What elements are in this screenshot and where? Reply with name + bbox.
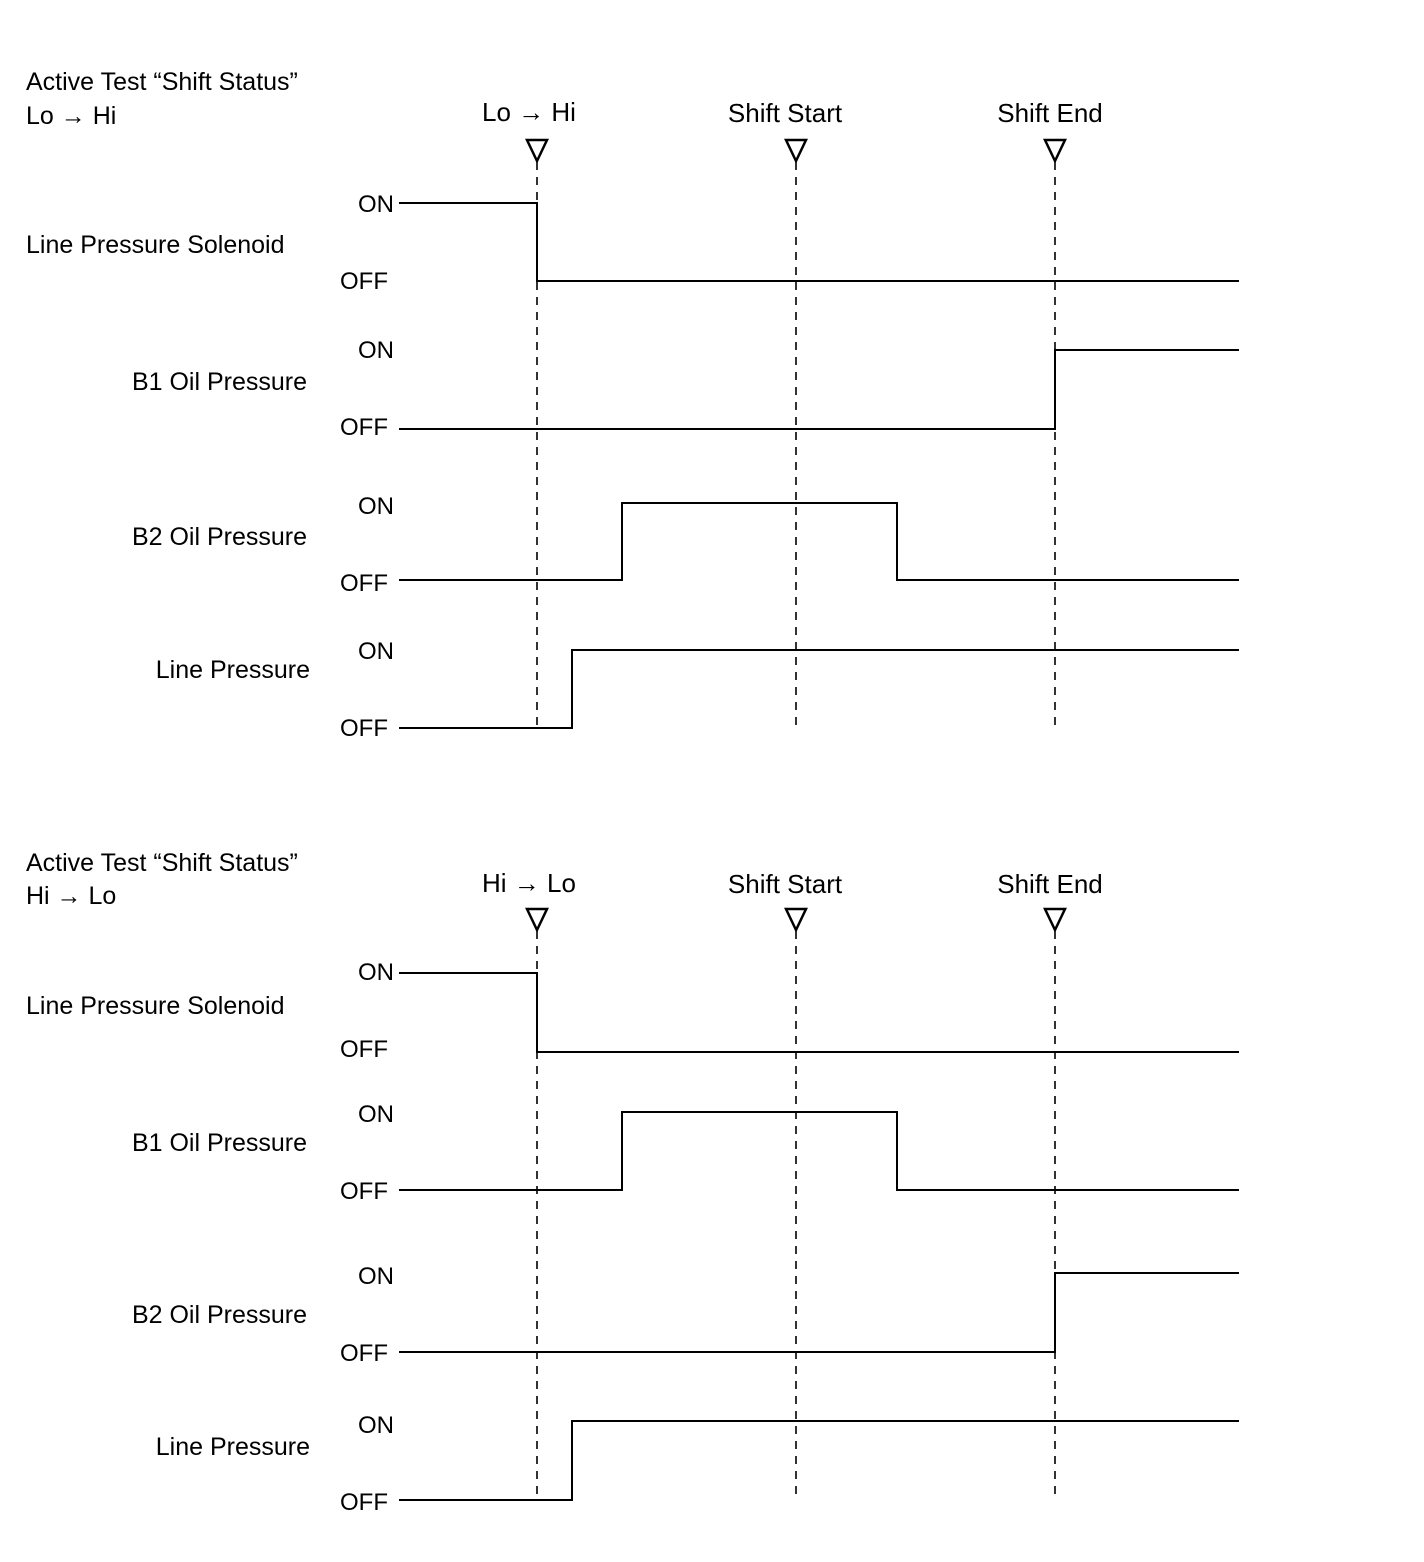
signal-waveform — [399, 650, 1239, 728]
level-on-label: ON — [358, 638, 394, 665]
timing-diagram-lo-to-hi — [26, 68, 1239, 742]
event-marker-icon — [786, 909, 806, 930]
event-marker-icon — [786, 140, 806, 161]
signal-label: B2 Oil Pressure — [131, 1301, 307, 1329]
diagram-subtitle: Hi → Lo — [26, 882, 117, 910]
event-label-shift-end: Shift End — [997, 98, 1103, 128]
signal-waveform — [399, 1273, 1239, 1352]
event-label-shift-start: Shift Start — [727, 98, 843, 128]
level-on-label: ON — [358, 337, 394, 364]
event-marker-icon — [527, 909, 547, 930]
event-label-shift-end: Shift End — [997, 869, 1103, 899]
signal-label: Line Pressure Solenoid — [26, 231, 285, 259]
level-on-label: ON — [358, 959, 394, 986]
level-off-label: OFF — [340, 414, 388, 441]
level-off-label: OFF — [340, 1340, 388, 1367]
timing-diagram-hi-to-lo — [26, 849, 1239, 1516]
event-label-trigger: Hi → Lo — [482, 868, 576, 898]
diagram-title: Active Test “Shift Status” — [26, 68, 298, 96]
level-on-label: ON — [358, 1101, 394, 1128]
signal-label: B1 Oil Pressure — [131, 1129, 307, 1157]
signal-waveform — [399, 973, 1239, 1052]
diagram-subtitle: Lo → Hi — [26, 102, 117, 130]
signal-label: Line Pressure — [155, 1433, 310, 1461]
diagram-title: Active Test “Shift Status” — [26, 849, 298, 877]
level-on-label: ON — [358, 191, 394, 218]
level-off-label: OFF — [340, 570, 388, 597]
signal-label: Line Pressure Solenoid — [26, 992, 285, 1020]
event-marker-icon — [527, 140, 547, 161]
signal-waveform — [399, 1112, 1239, 1190]
signal-label: Line Pressure — [155, 656, 310, 684]
event-marker-icon — [1045, 909, 1065, 930]
level-on-label: ON — [358, 1263, 394, 1290]
level-off-label: OFF — [340, 1036, 388, 1063]
event-label-shift-start: Shift Start — [727, 869, 843, 899]
signal-waveform — [399, 350, 1239, 429]
event-label-trigger: Lo → Hi — [482, 97, 576, 127]
level-off-label: OFF — [340, 715, 388, 742]
signal-label: B2 Oil Pressure — [131, 523, 307, 551]
signal-waveform — [399, 503, 1239, 580]
level-on-label: ON — [358, 493, 394, 520]
signal-label: B1 Oil Pressure — [131, 368, 307, 396]
level-off-label: OFF — [340, 268, 388, 295]
level-off-label: OFF — [340, 1178, 388, 1205]
signal-waveform — [399, 1421, 1239, 1500]
signal-waveform — [399, 203, 1239, 281]
level-off-label: OFF — [340, 1489, 388, 1516]
level-on-label: ON — [358, 1412, 394, 1439]
event-marker-icon — [1045, 140, 1065, 161]
